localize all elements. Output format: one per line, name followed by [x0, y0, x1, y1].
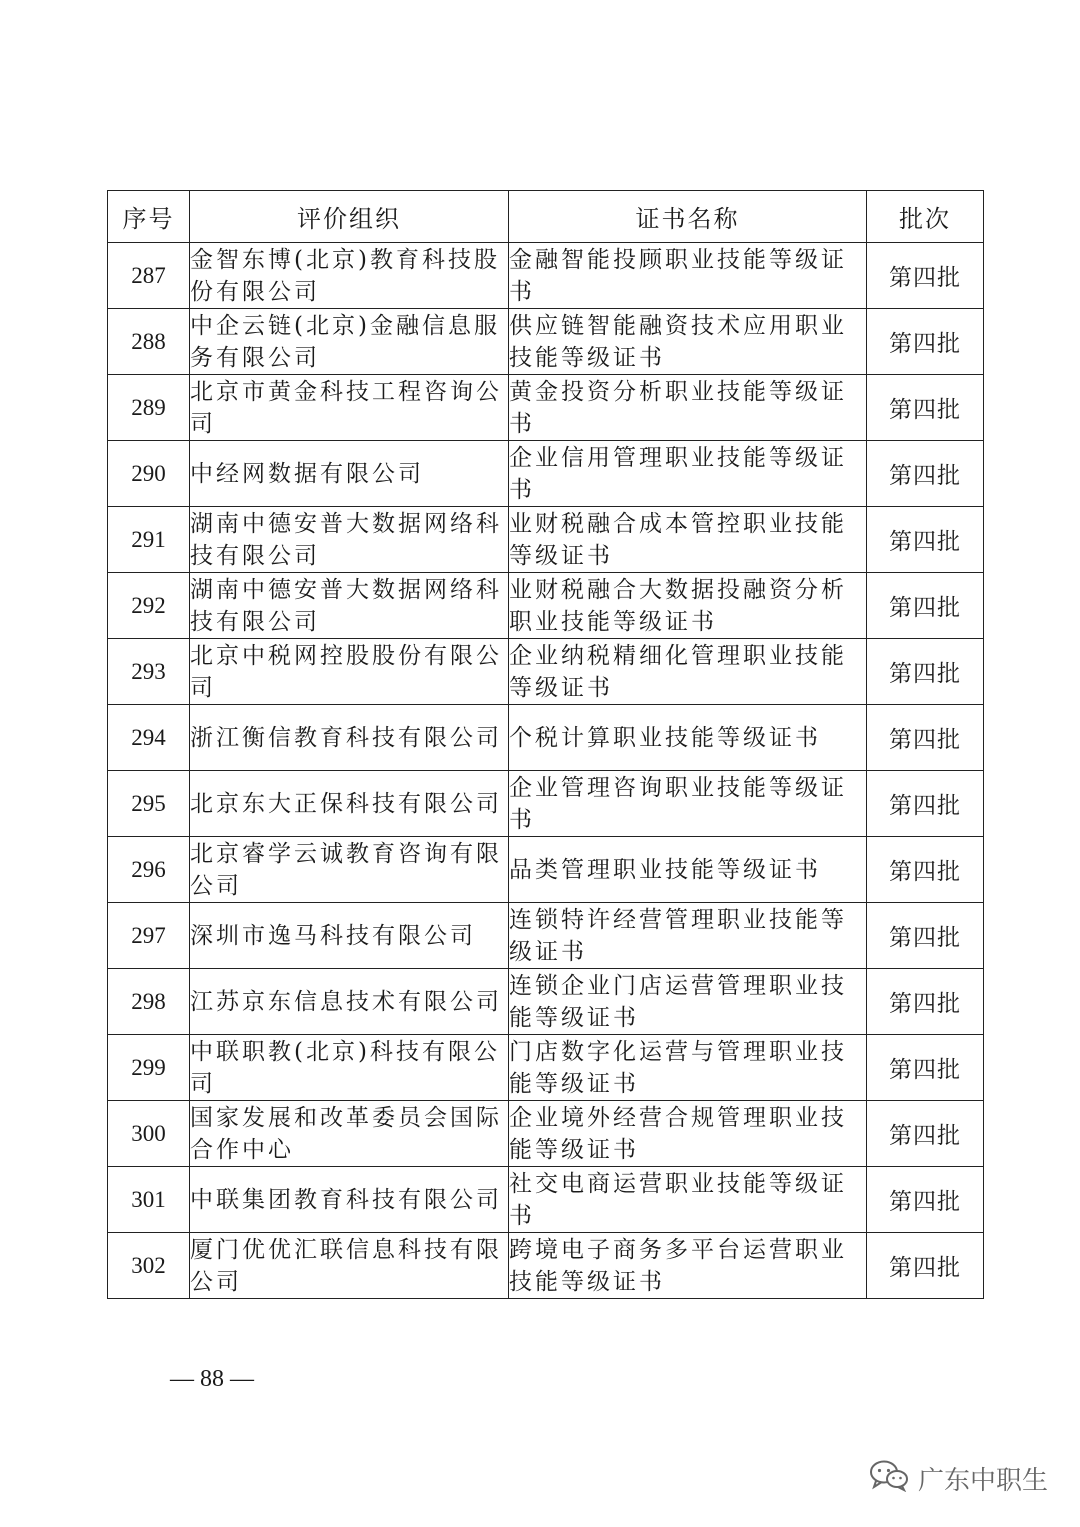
row-org: 中企云链(北京)金融信息服务有限公司 [190, 309, 509, 375]
row-seq: 291 [108, 507, 190, 573]
row-cert: 金融智能投顾职业技能等级证书 [509, 243, 867, 309]
row-batch: 第四批 [867, 903, 984, 969]
watermark-text: 广东中职生 [918, 1466, 1049, 1496]
watermark [868, 1458, 1048, 1499]
row-batch: 第四批 [867, 705, 984, 771]
row-org: 北京东大正保科技有限公司 [190, 771, 509, 837]
row-org: 中联集团教育科技有限公司 [190, 1167, 509, 1233]
row-batch: 第四批 [867, 375, 984, 441]
row-seq: 290 [108, 441, 190, 507]
row-seq: 298 [108, 969, 190, 1035]
certificate-table [107, 190, 984, 1299]
row-cert: 黄金投资分析职业技能等级证书 [509, 375, 867, 441]
row-cert: 门店数字化运营与管理职业技能等级证书 [509, 1035, 867, 1101]
row-seq: 289 [108, 375, 190, 441]
table-row [108, 1101, 984, 1167]
row-org: 国家发展和改革委员会国际合作中心 [190, 1101, 509, 1167]
table-row [108, 507, 984, 573]
row-seq: 299 [108, 1035, 190, 1101]
row-cert: 个税计算职业技能等级证书 [509, 705, 867, 771]
header-org: 评价组织 [190, 191, 509, 243]
row-cert: 社交电商运营职业技能等级证书 [509, 1167, 867, 1233]
table-row [108, 969, 984, 1035]
row-cert: 品类管理职业技能等级证书 [509, 837, 867, 903]
row-batch: 第四批 [867, 573, 984, 639]
row-batch: 第四批 [867, 1035, 984, 1101]
table-row [108, 639, 984, 705]
row-batch: 第四批 [867, 1101, 984, 1167]
row-org: 湖南中德安普大数据网络科技有限公司 [190, 507, 509, 573]
row-org: 金智东博(北京)教育科技股份有限公司 [190, 243, 509, 309]
row-seq: 302 [108, 1233, 190, 1299]
row-org: 浙江衡信教育科技有限公司 [190, 705, 509, 771]
table-row [108, 1167, 984, 1233]
row-org: 深圳市逸马科技有限公司 [190, 903, 509, 969]
table-row [108, 375, 984, 441]
row-cert: 连锁特许经营管理职业技能等级证书 [509, 903, 867, 969]
header-cert: 证书名称 [509, 191, 867, 243]
row-org: 北京中税网控股股份有限公司 [190, 639, 509, 705]
table-row [108, 1233, 984, 1299]
row-cert: 连锁企业门店运营管理职业技能等级证书 [509, 969, 867, 1035]
row-batch: 第四批 [867, 639, 984, 705]
table-row [108, 903, 984, 969]
table-row [108, 573, 984, 639]
row-org: 北京市黄金科技工程咨询公司 [190, 375, 509, 441]
row-batch: 第四批 [867, 837, 984, 903]
table-row [108, 1035, 984, 1101]
table-row [108, 309, 984, 375]
wechat-icon [868, 1458, 910, 1499]
row-seq: 296 [108, 837, 190, 903]
row-batch: 第四批 [867, 969, 984, 1035]
row-cert: 企业信用管理职业技能等级证书 [509, 441, 867, 507]
table-row [108, 771, 984, 837]
row-seq: 295 [108, 771, 190, 837]
header-seq: 序号 [108, 191, 190, 243]
table-row [108, 705, 984, 771]
row-seq: 292 [108, 573, 190, 639]
row-org: 北京睿学云诚教育咨询有限公司 [190, 837, 509, 903]
row-cert: 供应链智能融资技术应用职业技能等级证书 [509, 309, 867, 375]
row-batch: 第四批 [867, 441, 984, 507]
row-org: 中经网数据有限公司 [190, 441, 509, 507]
table-row [108, 243, 984, 309]
row-cert: 业财税融合大数据投融资分析职业技能等级证书 [509, 573, 867, 639]
table-header-row [108, 191, 984, 243]
row-batch: 第四批 [867, 771, 984, 837]
row-org: 江苏京东信息技术有限公司 [190, 969, 509, 1035]
table-row [108, 441, 984, 507]
row-org: 湖南中德安普大数据网络科技有限公司 [190, 573, 509, 639]
row-org: 中联职教(北京)科技有限公司 [190, 1035, 509, 1101]
row-seq: 293 [108, 639, 190, 705]
row-seq: 301 [108, 1167, 190, 1233]
row-seq: 294 [108, 705, 190, 771]
row-cert: 企业境外经营合规管理职业技能等级证书 [509, 1101, 867, 1167]
row-org: 厦门优优汇联信息科技有限公司 [190, 1233, 509, 1299]
row-seq: 288 [108, 309, 190, 375]
row-seq: 300 [108, 1101, 190, 1167]
header-batch: 批次 [867, 191, 984, 243]
row-batch: 第四批 [867, 243, 984, 309]
row-cert: 企业管理咨询职业技能等级证书 [509, 771, 867, 837]
row-cert: 跨境电子商务多平台运营职业技能等级证书 [509, 1233, 867, 1299]
row-batch: 第四批 [867, 1233, 984, 1299]
row-batch: 第四批 [867, 309, 984, 375]
row-seq: 287 [108, 243, 190, 309]
row-cert: 企业纳税精细化管理职业技能等级证书 [509, 639, 867, 705]
table-row [108, 837, 984, 903]
row-cert: 业财税融合成本管控职业技能等级证书 [509, 507, 867, 573]
row-batch: 第四批 [867, 1167, 984, 1233]
row-batch: 第四批 [867, 507, 984, 573]
page-number: — 88 — [170, 1366, 254, 1392]
row-seq: 297 [108, 903, 190, 969]
